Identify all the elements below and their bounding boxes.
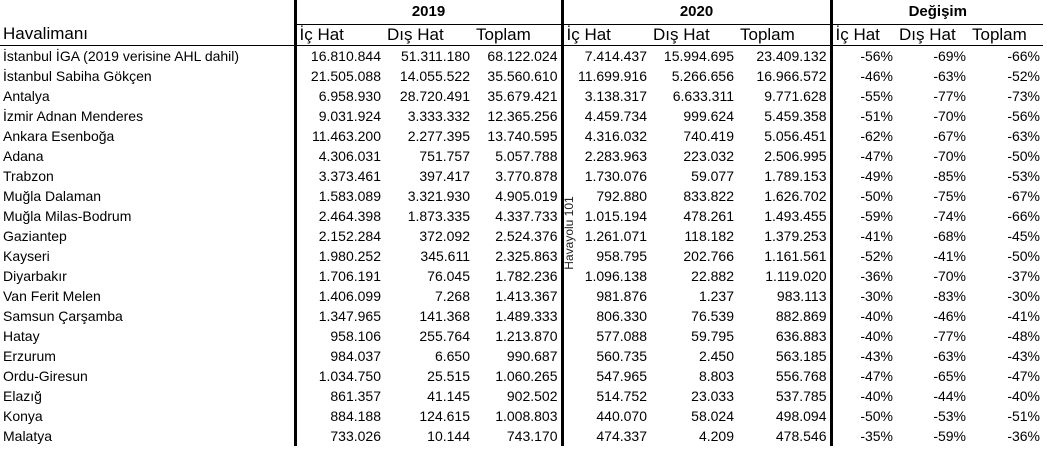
table-row — [0, 66, 1043, 86]
international-2020-cell: 1.237 — [698, 287, 734, 304]
total-2019-cell: 990.687 — [506, 347, 558, 364]
total-2020-cell: 9.771.628 — [764, 87, 827, 104]
total-2019-cell: 4.905.019 — [495, 187, 558, 204]
domestic-change-cell: -36% — [831, 266, 896, 286]
total-change-cell: -50% — [1007, 247, 1040, 264]
airport-name-cell: Konya — [3, 407, 43, 424]
airport-name-cell: Hatay — [3, 327, 40, 344]
domestic-2019-cell: 1.583.089 — [295, 186, 384, 206]
total-change-cell: -53% — [1007, 167, 1040, 184]
international-change-cell: -77% — [933, 87, 966, 104]
table-row — [0, 386, 1043, 406]
table-row — [0, 45, 1043, 66]
total-change-cell: -47% — [1007, 367, 1040, 384]
international-2020-cell: 6.633.311 — [672, 87, 734, 104]
table-row — [0, 286, 1043, 306]
total-change-cell: -48% — [1007, 327, 1040, 344]
domestic-2019-cell: 958.106 — [295, 326, 384, 346]
international-2019-cell: 3.333.332 — [407, 107, 470, 124]
international-2020-cell: 23.033 — [691, 387, 734, 404]
international-2019-cell: 372.092 — [419, 227, 470, 244]
domestic-2019-cell: 21.505.088 — [295, 66, 384, 86]
watermark-text: Havayolu 101 — [562, 196, 576, 270]
domestic-2019-cell: 16.810.844 — [295, 45, 384, 66]
domestic-change-cell: -50% — [831, 406, 896, 426]
table-row — [0, 226, 1043, 246]
domestic-2020-cell: 3.138.317 — [562, 86, 650, 106]
airport-name-cell: Kayseri — [3, 247, 50, 264]
domestic-2020-cell: 474.337 — [562, 426, 650, 446]
international-change-cell: -85% — [933, 167, 966, 184]
total-2019-header: Toplam — [473, 24, 562, 45]
domestic-2019-cell: 4.306.031 — [295, 146, 384, 166]
international-2020-cell: 8.803 — [698, 367, 734, 384]
international-2020-cell: 15.994.695 — [663, 47, 734, 64]
domestic-change-cell: -52% — [831, 246, 896, 266]
total-2020-cell: 636.883 — [775, 327, 827, 344]
international-change-cell: -65% — [933, 367, 966, 384]
table-row — [0, 326, 1043, 346]
international-change-cell: -77% — [933, 327, 966, 344]
domestic-2019-cell: 3.373.461 — [295, 166, 384, 186]
domestic-change-cell: -47% — [831, 146, 896, 166]
total-2019-cell: 2.325.863 — [495, 247, 558, 264]
change-header: Değişim — [831, 0, 1043, 24]
airport-name-cell: Erzurum — [3, 347, 56, 364]
domestic-2020-cell: 11.699.916 — [562, 66, 650, 86]
year-2020-header: 2020 — [562, 0, 831, 24]
table-row — [0, 406, 1043, 426]
domestic-change-cell: -55% — [831, 86, 896, 106]
airport-name-cell: Elazığ — [3, 387, 42, 404]
domestic-change-cell: -43% — [831, 346, 896, 366]
total-2020-cell: 556.768 — [775, 367, 827, 384]
international-2020-cell: 58.024 — [691, 407, 734, 424]
total-2020-cell: 1.789.153 — [764, 167, 827, 184]
table-row — [0, 206, 1043, 226]
international-2020-cell: 59.077 — [691, 167, 734, 184]
total-change-cell: -66% — [1007, 207, 1040, 224]
domestic-2020-cell: 2.283.963 — [562, 146, 650, 166]
domestic-2020-cell: 440.070 — [562, 406, 650, 426]
table-row — [0, 126, 1043, 146]
airport-name-cell: Diyarbakır — [3, 267, 67, 284]
international-2020-cell: 202.766 — [683, 247, 734, 264]
year-header-row — [0, 0, 1043, 24]
total-2020-cell: 5.056.451 — [764, 127, 827, 144]
domestic-change-cell: -41% — [831, 226, 896, 246]
domestic-change-cell: -50% — [831, 186, 896, 206]
international-2020-cell: 5.266.656 — [671, 67, 734, 84]
international-2019-cell: 51.311.180 — [400, 47, 470, 64]
total-2019-cell: 3.770.878 — [495, 167, 558, 184]
airport-column-header: Havalimanı — [0, 24, 295, 45]
total-2020-cell: 1.379.253 — [764, 227, 827, 244]
total-2019-cell: 68.122.024 — [487, 47, 558, 64]
domestic-change-cell: -40% — [831, 326, 896, 346]
international-change-cell: -69% — [933, 47, 966, 64]
total-2020-cell: 983.113 — [776, 287, 827, 304]
table-row — [0, 426, 1043, 446]
domestic-change-cell: -59% — [831, 206, 896, 226]
domestic-2020-cell: 577.088 — [562, 326, 650, 346]
international-2019-cell: 751.757 — [419, 147, 470, 164]
international-change-cell: -67% — [933, 127, 966, 144]
total-2020-cell: 23.409.132 — [756, 47, 827, 64]
total-change-cell: -52% — [1007, 67, 1040, 84]
international-2019-cell: 3.321.930 — [407, 187, 470, 204]
international-2019-cell: 14.055.522 — [399, 67, 470, 84]
total-2019-cell: 5.057.788 — [495, 147, 558, 164]
corner-cell — [0, 0, 295, 24]
international-2019-cell: 7.268 — [434, 287, 470, 304]
domestic-change-cell: -46% — [831, 66, 896, 86]
domestic-2020-header: İç Hat — [562, 24, 650, 45]
total-2019-cell: 1.213.870 — [495, 327, 558, 344]
total-2020-cell: 1.161.561 — [764, 247, 827, 264]
international-2019-cell: 28.720.491 — [399, 87, 470, 104]
international-2020-cell: 59.795 — [691, 327, 734, 344]
total-2020-cell: 563.185 — [775, 347, 827, 364]
domestic-change-cell: -35% — [831, 426, 896, 446]
international-change-cell: -41% — [933, 247, 966, 264]
total-change-cell: -36% — [1007, 427, 1040, 444]
domestic-2020-cell: 1.730.076 — [562, 166, 650, 186]
international-change-cell: -74% — [933, 207, 966, 224]
international-2019-cell: 397.417 — [419, 167, 470, 184]
year-2019-header: 2019 — [295, 0, 562, 24]
total-2019-cell: 902.502 — [506, 387, 558, 404]
domestic-2020-cell: 1.096.138 — [562, 266, 650, 286]
domestic-2019-cell: 9.031.924 — [295, 106, 384, 126]
international-2020-header: Dış Hat — [650, 24, 737, 45]
international-2020-cell: 999.624 — [683, 107, 734, 124]
watermark — [561, 178, 577, 288]
international-2020-cell: 118.182 — [684, 227, 734, 244]
total-2019-cell: 2.524.376 — [495, 227, 558, 244]
total-change-cell: -40% — [1007, 387, 1040, 404]
table-row — [0, 266, 1043, 286]
domestic-change-header: İç Hat — [831, 24, 896, 45]
international-2020-cell: 76.539 — [691, 307, 734, 324]
domestic-change-cell: -47% — [831, 366, 896, 386]
total-2019-cell: 1.782.236 — [495, 267, 558, 284]
domestic-2019-cell: 884.188 — [295, 406, 384, 426]
domestic-2020-cell: 4.316.032 — [562, 126, 650, 146]
international-2020-cell: 4.209 — [698, 427, 734, 444]
table-row — [0, 246, 1043, 266]
airport-name-cell: Muğla Dalaman — [3, 187, 102, 204]
international-2019-cell: 1.873.335 — [407, 207, 470, 224]
domestic-change-cell: -62% — [831, 126, 896, 146]
international-2019-cell: 6.650 — [434, 347, 470, 364]
total-2020-cell: 16.966.572 — [756, 67, 827, 84]
table-row — [0, 366, 1043, 386]
domestic-change-cell: -49% — [831, 166, 896, 186]
international-2019-cell: 255.764 — [419, 327, 470, 344]
international-2019-cell: 345.611 — [420, 247, 470, 264]
domestic-2019-cell: 1.706.191 — [295, 266, 384, 286]
international-change-cell: -53% — [933, 407, 966, 424]
domestic-2019-cell: 1.406.099 — [295, 286, 384, 306]
international-2020-cell: 2.450 — [698, 347, 734, 364]
domestic-2019-cell: 984.037 — [295, 346, 384, 366]
total-2019-cell: 13.740.595 — [487, 127, 558, 144]
total-2019-cell: 1.008.803 — [495, 407, 558, 424]
international-change-cell: -70% — [933, 147, 966, 164]
domestic-2020-cell: 958.795 — [562, 246, 650, 266]
international-change-cell: -63% — [933, 347, 966, 364]
international-change-cell: -70% — [933, 107, 966, 124]
domestic-2020-cell: 1.015.194 — [562, 206, 650, 226]
domestic-2020-cell: 792.880 — [562, 186, 650, 206]
total-change-header: Toplam — [969, 24, 1043, 45]
airport-name-cell: Gaziantep — [3, 227, 67, 244]
total-2019-cell: 743.170 — [506, 427, 558, 444]
total-change-cell: -51% — [1007, 407, 1040, 424]
international-2019-cell: 25.515 — [427, 367, 470, 384]
international-2019-header: Dış Hat — [384, 24, 473, 45]
international-2019-cell: 124.615 — [419, 407, 470, 424]
total-change-cell: -56% — [1007, 107, 1040, 124]
airport-name-cell: İzmir Adnan Menderes — [3, 107, 144, 124]
international-2019-cell: 10.144 — [427, 427, 470, 444]
international-change-cell: -70% — [933, 267, 966, 284]
total-change-cell: -67% — [1007, 187, 1040, 204]
airport-name-cell: İstanbul Sabiha Gökçen — [3, 67, 152, 84]
table-row — [0, 306, 1043, 326]
domestic-2019-cell: 861.357 — [295, 386, 384, 406]
total-change-cell: -43% — [1007, 347, 1040, 364]
table-row — [0, 346, 1043, 366]
domestic-change-cell: -40% — [831, 306, 896, 326]
total-change-cell: -45% — [1007, 227, 1040, 244]
total-change-cell: -66% — [1007, 47, 1040, 64]
total-2019-cell: 1.060.265 — [495, 367, 558, 384]
total-change-cell: -73% — [1007, 87, 1040, 104]
domestic-change-cell: -56% — [831, 45, 896, 66]
domestic-2019-cell: 1.034.750 — [295, 366, 384, 386]
table-row — [0, 166, 1043, 186]
domestic-2019-cell: 11.463.200 — [295, 126, 384, 146]
domestic-change-cell: -30% — [831, 286, 896, 306]
total-change-cell: -50% — [1007, 147, 1040, 164]
domestic-2020-cell: 547.965 — [562, 366, 650, 386]
domestic-2019-cell: 6.958.930 — [295, 86, 384, 106]
total-2020-cell: 5.459.358 — [764, 107, 827, 124]
international-change-cell: -59% — [933, 427, 966, 444]
total-change-cell: -37% — [1007, 267, 1040, 284]
domestic-2020-cell: 4.459.734 — [562, 106, 650, 126]
airport-name-cell: Samsun Çarşamba — [3, 307, 123, 324]
total-2019-cell: 1.413.367 — [495, 287, 558, 304]
total-2020-cell: 537.785 — [775, 387, 827, 404]
total-2019-cell: 35.679.421 — [487, 87, 558, 104]
total-change-cell: -63% — [1007, 127, 1040, 144]
airport-name-cell: Van Ferit Melen — [3, 287, 101, 304]
domestic-2020-cell: 514.752 — [562, 386, 650, 406]
domestic-2019-cell: 2.464.398 — [295, 206, 384, 226]
total-2020-cell: 1.119.020 — [765, 267, 827, 284]
total-2020-cell: 498.094 — [775, 407, 827, 424]
international-2019-cell: 76.045 — [427, 267, 470, 284]
domestic-2019-cell: 1.347.965 — [295, 306, 384, 326]
domestic-2020-cell: 7.414.437 — [562, 45, 650, 66]
international-2020-cell: 478.261 — [683, 207, 734, 224]
table-row — [0, 186, 1043, 206]
domestic-2020-cell: 1.261.071 — [562, 226, 650, 246]
international-2020-cell: 740.419 — [683, 127, 734, 144]
domestic-2019-header: İç Hat — [295, 24, 384, 45]
international-change-cell: -63% — [933, 67, 966, 84]
airport-name-cell: Muğla Milas-Bodrum — [3, 207, 132, 224]
domestic-change-cell: -40% — [831, 386, 896, 406]
international-change-cell: -83% — [933, 287, 966, 304]
international-2020-cell: 223.032 — [683, 147, 734, 164]
total-2019-cell: 4.337.733 — [495, 207, 558, 224]
table-row — [0, 106, 1043, 126]
domestic-2020-cell: 560.735 — [562, 346, 650, 366]
total-2019-cell: 12.365.256 — [487, 107, 558, 124]
total-2020-header: Toplam — [737, 24, 831, 45]
total-2020-cell: 2.506.995 — [764, 147, 827, 164]
table-row — [0, 86, 1043, 106]
international-2019-cell: 141.368 — [419, 307, 470, 324]
international-2020-cell: 22.882 — [691, 267, 734, 284]
total-2019-cell: 35.560.610 — [487, 67, 558, 84]
airport-name-cell: Ordu-Giresun — [3, 367, 88, 384]
domestic-2020-cell: 806.330 — [562, 306, 650, 326]
international-2020-cell: 833.822 — [683, 187, 734, 204]
column-header-row — [0, 24, 1043, 45]
airport-name-cell: Antalya — [3, 87, 50, 104]
total-change-cell: -30% — [1007, 287, 1040, 304]
airport-name-cell: Adana — [3, 147, 44, 164]
domestic-2019-cell: 733.026 — [295, 426, 384, 446]
international-2019-cell: 2.277.395 — [407, 127, 470, 144]
international-change-cell: -75% — [933, 187, 966, 204]
international-2019-cell: 41.145 — [427, 387, 470, 404]
total-2020-cell: 478.546 — [775, 427, 827, 444]
domestic-2019-cell: 2.152.284 — [295, 226, 384, 246]
table-row — [0, 146, 1043, 166]
total-2019-cell: 1.489.333 — [495, 307, 558, 324]
airport-name-cell: Ankara Esenboğa — [3, 127, 115, 144]
international-change-header: Dış Hat — [896, 24, 969, 45]
domestic-change-cell: -51% — [831, 106, 896, 126]
airport-name-cell: Trabzon — [3, 167, 54, 184]
total-2020-cell: 1.493.455 — [764, 207, 827, 224]
domestic-2020-cell: 981.876 — [562, 286, 650, 306]
international-change-cell: -44% — [933, 387, 966, 404]
total-2020-cell: 1.626.702 — [764, 187, 827, 204]
international-change-cell: -46% — [933, 307, 966, 324]
total-change-cell: -41% — [1007, 307, 1040, 324]
international-change-cell: -68% — [933, 227, 966, 244]
domestic-2019-cell: 1.980.252 — [295, 246, 384, 266]
total-2020-cell: 882.869 — [775, 307, 827, 324]
airport-name-cell: Malatya — [3, 427, 53, 444]
airport-name-cell: İstanbul İGA (2019 verisine AHL dahil) — [3, 47, 240, 64]
